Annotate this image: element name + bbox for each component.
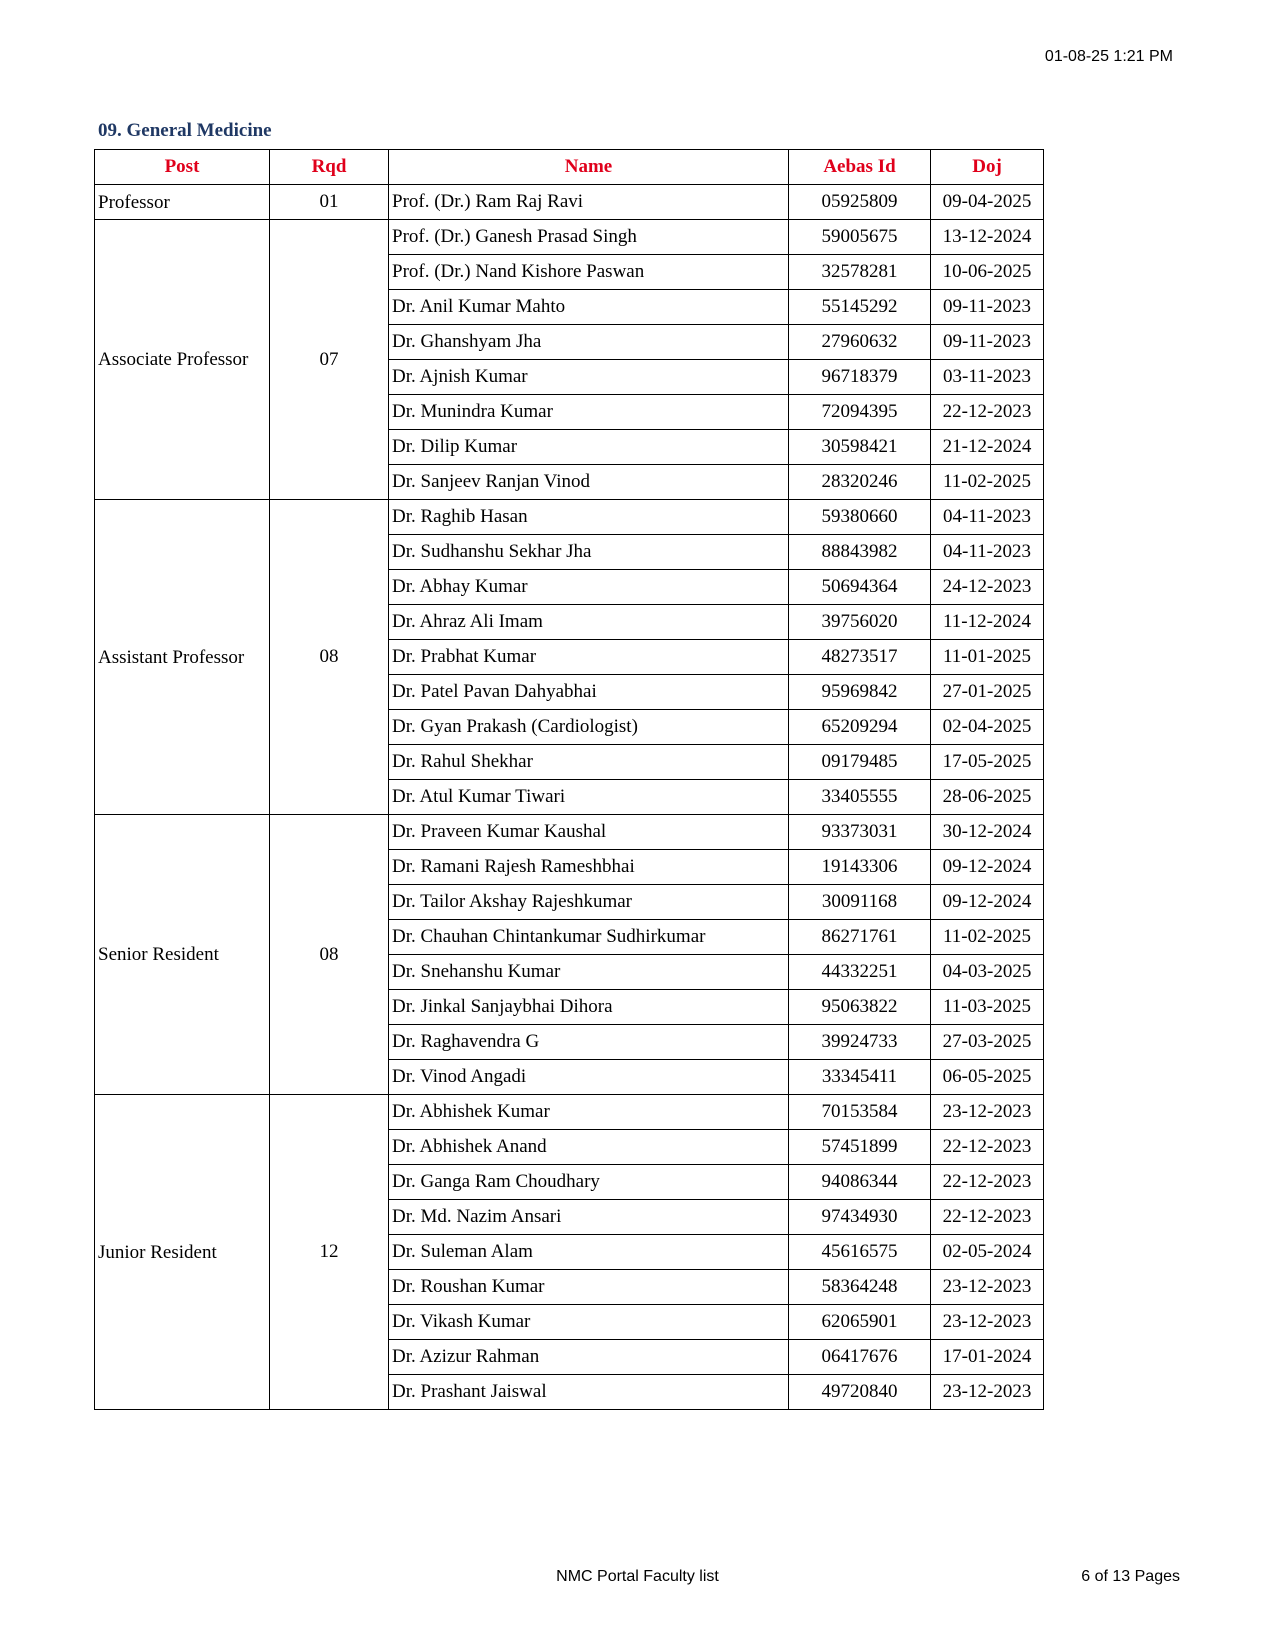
name-cell: Dr. Sanjeev Ranjan Vinod (389, 465, 789, 500)
aebas-id-cell: 48273517 (789, 640, 931, 675)
name-cell: Dr. Raghavendra G (389, 1025, 789, 1060)
aebas-id-cell: 49720840 (789, 1375, 931, 1410)
aebas-id-cell: 33345411 (789, 1060, 931, 1095)
doj-cell: 23-12-2023 (931, 1095, 1044, 1130)
doj-cell: 30-12-2024 (931, 815, 1044, 850)
doj-cell: 22-12-2023 (931, 1130, 1044, 1165)
name-cell: Dr. Jinkal Sanjaybhai Dihora (389, 990, 789, 1025)
name-cell: Dr. Sudhanshu Sekhar Jha (389, 535, 789, 570)
post-cell: Assistant Professor (95, 500, 270, 815)
name-cell: Dr. Tailor Akshay Rajeshkumar (389, 885, 789, 920)
section-title: 09. General Medicine (98, 120, 272, 141)
name-cell: Dr. Patel Pavan Dahyabhai (389, 675, 789, 710)
aebas-id-cell: 44332251 (789, 955, 931, 990)
aebas-id-cell: 30598421 (789, 430, 931, 465)
rqd-cell: 12 (270, 1095, 389, 1410)
name-cell: Dr. Ahraz Ali Imam (389, 605, 789, 640)
aebas-id-cell: 05925809 (789, 185, 931, 220)
print-timestamp: 01-08-25 1:21 PM (1044, 48, 1173, 65)
doj-cell: 09-04-2025 (931, 185, 1044, 220)
doj-cell: 03-11-2023 (931, 360, 1044, 395)
aebas-id-cell: 19143306 (789, 850, 931, 885)
doj-cell: 23-12-2023 (931, 1375, 1044, 1410)
doj-cell: 11-03-2025 (931, 990, 1044, 1025)
aebas-id-cell: 32578281 (789, 255, 931, 290)
doj-cell: 04-11-2023 (931, 500, 1044, 535)
aebas-id-cell: 72094395 (789, 395, 931, 430)
aebas-id-cell: 30091168 (789, 885, 931, 920)
doj-cell: 04-11-2023 (931, 535, 1044, 570)
aebas-id-cell: 59005675 (789, 220, 931, 255)
doj-cell: 02-05-2024 (931, 1235, 1044, 1270)
name-cell: Dr. Prabhat Kumar (389, 640, 789, 675)
doj-cell: 02-04-2025 (931, 710, 1044, 745)
rqd-cell: 08 (270, 500, 389, 815)
column-header-doj: Doj (931, 150, 1044, 185)
rqd-cell: 07 (270, 220, 389, 500)
post-cell: Professor (95, 185, 270, 220)
faculty-table (94, 149, 1044, 1410)
name-cell: Dr. Ramani Rajesh Rameshbhai (389, 850, 789, 885)
footer-title: NMC Portal Faculty list (556, 1568, 719, 1585)
name-cell: Dr. Vikash Kumar (389, 1305, 789, 1340)
name-cell: Dr. Ajnish Kumar (389, 360, 789, 395)
name-cell: Prof. (Dr.) Ganesh Prasad Singh (389, 220, 789, 255)
aebas-id-cell: 95969842 (789, 675, 931, 710)
doj-cell: 17-01-2024 (931, 1340, 1044, 1375)
name-cell: Dr. Atul Kumar Tiwari (389, 780, 789, 815)
aebas-id-cell: 45616575 (789, 1235, 931, 1270)
name-cell: Dr. Ganga Ram Choudhary (389, 1165, 789, 1200)
table-row (95, 220, 1044, 255)
aebas-id-cell: 06417676 (789, 1340, 931, 1375)
name-cell: Dr. Rahul Shekhar (389, 745, 789, 780)
doj-cell: 09-12-2024 (931, 885, 1044, 920)
name-cell: Dr. Abhay Kumar (389, 570, 789, 605)
post-cell: Associate Professor (95, 220, 270, 500)
doj-cell: 22-12-2023 (931, 395, 1044, 430)
table-row (95, 500, 1044, 535)
post-cell: Senior Resident (95, 815, 270, 1095)
name-cell: Dr. Ghanshyam Jha (389, 325, 789, 360)
name-cell: Dr. Snehanshu Kumar (389, 955, 789, 990)
aebas-id-cell: 58364248 (789, 1270, 931, 1305)
page-number: 6 of 13 Pages (1081, 1568, 1180, 1585)
doj-cell: 28-06-2025 (931, 780, 1044, 815)
aebas-id-cell: 39756020 (789, 605, 931, 640)
doj-cell: 11-02-2025 (931, 465, 1044, 500)
doj-cell: 17-05-2025 (931, 745, 1044, 780)
name-cell: Prof. (Dr.) Nand Kishore Paswan (389, 255, 789, 290)
name-cell: Dr. Vinod Angadi (389, 1060, 789, 1095)
column-header-post: Post (95, 150, 270, 185)
table-row (95, 185, 1044, 220)
doj-cell: 06-05-2025 (931, 1060, 1044, 1095)
aebas-id-cell: 88843982 (789, 535, 931, 570)
aebas-id-cell: 93373031 (789, 815, 931, 850)
post-cell: Junior Resident (95, 1095, 270, 1410)
name-cell: Dr. Praveen Kumar Kaushal (389, 815, 789, 850)
aebas-id-cell: 94086344 (789, 1165, 931, 1200)
aebas-id-cell: 97434930 (789, 1200, 931, 1235)
name-cell: Dr. Gyan Prakash (Cardiologist) (389, 710, 789, 745)
doj-cell: 23-12-2023 (931, 1305, 1044, 1340)
doj-cell: 23-12-2023 (931, 1270, 1044, 1305)
name-cell: Dr. Md. Nazim Ansari (389, 1200, 789, 1235)
column-header-name: Name (389, 150, 789, 185)
aebas-id-cell: 28320246 (789, 465, 931, 500)
doj-cell: 10-06-2025 (931, 255, 1044, 290)
column-header-aebas-id: Aebas Id (789, 150, 931, 185)
aebas-id-cell: 95063822 (789, 990, 931, 1025)
doj-cell: 11-02-2025 (931, 920, 1044, 955)
aebas-id-cell: 59380660 (789, 500, 931, 535)
doj-cell: 27-01-2025 (931, 675, 1044, 710)
doj-cell: 13-12-2024 (931, 220, 1044, 255)
doj-cell: 24-12-2023 (931, 570, 1044, 605)
name-cell: Dr. Suleman Alam (389, 1235, 789, 1270)
aebas-id-cell: 09179485 (789, 745, 931, 780)
doj-cell: 09-11-2023 (931, 325, 1044, 360)
doj-cell: 27-03-2025 (931, 1025, 1044, 1060)
rqd-cell: 01 (270, 185, 389, 220)
aebas-id-cell: 50694364 (789, 570, 931, 605)
aebas-id-cell: 39924733 (789, 1025, 931, 1060)
table-header-row (95, 150, 1044, 185)
name-cell: Dr. Munindra Kumar (389, 395, 789, 430)
doj-cell: 04-03-2025 (931, 955, 1044, 990)
aebas-id-cell: 27960632 (789, 325, 931, 360)
doj-cell: 11-12-2024 (931, 605, 1044, 640)
name-cell: Dr. Roushan Kumar (389, 1270, 789, 1305)
faculty-table-body (95, 185, 1044, 1410)
aebas-id-cell: 57451899 (789, 1130, 931, 1165)
aebas-id-cell: 55145292 (789, 290, 931, 325)
column-header-rqd: Rqd (270, 150, 389, 185)
aebas-id-cell: 33405555 (789, 780, 931, 815)
doj-cell: 09-12-2024 (931, 850, 1044, 885)
name-cell: Prof. (Dr.) Ram Raj Ravi (389, 185, 789, 220)
rqd-cell: 08 (270, 815, 389, 1095)
name-cell: Dr. Dilip Kumar (389, 430, 789, 465)
doj-cell: 21-12-2024 (931, 430, 1044, 465)
name-cell: Dr. Abhishek Kumar (389, 1095, 789, 1130)
aebas-id-cell: 62065901 (789, 1305, 931, 1340)
name-cell: Dr. Prashant Jaiswal (389, 1375, 789, 1410)
doj-cell: 22-12-2023 (931, 1165, 1044, 1200)
doj-cell: 22-12-2023 (931, 1200, 1044, 1235)
name-cell: Dr. Azizur Rahman (389, 1340, 789, 1375)
aebas-id-cell: 86271761 (789, 920, 931, 955)
table-row (95, 815, 1044, 850)
doj-cell: 11-01-2025 (931, 640, 1044, 675)
aebas-id-cell: 65209294 (789, 710, 931, 745)
name-cell: Dr. Abhishek Anand (389, 1130, 789, 1165)
table-row (95, 1095, 1044, 1130)
name-cell: Dr. Raghib Hasan (389, 500, 789, 535)
doj-cell: 09-11-2023 (931, 290, 1044, 325)
name-cell: Dr. Anil Kumar Mahto (389, 290, 789, 325)
aebas-id-cell: 70153584 (789, 1095, 931, 1130)
name-cell: Dr. Chauhan Chintankumar Sudhirkumar (389, 920, 789, 955)
aebas-id-cell: 96718379 (789, 360, 931, 395)
